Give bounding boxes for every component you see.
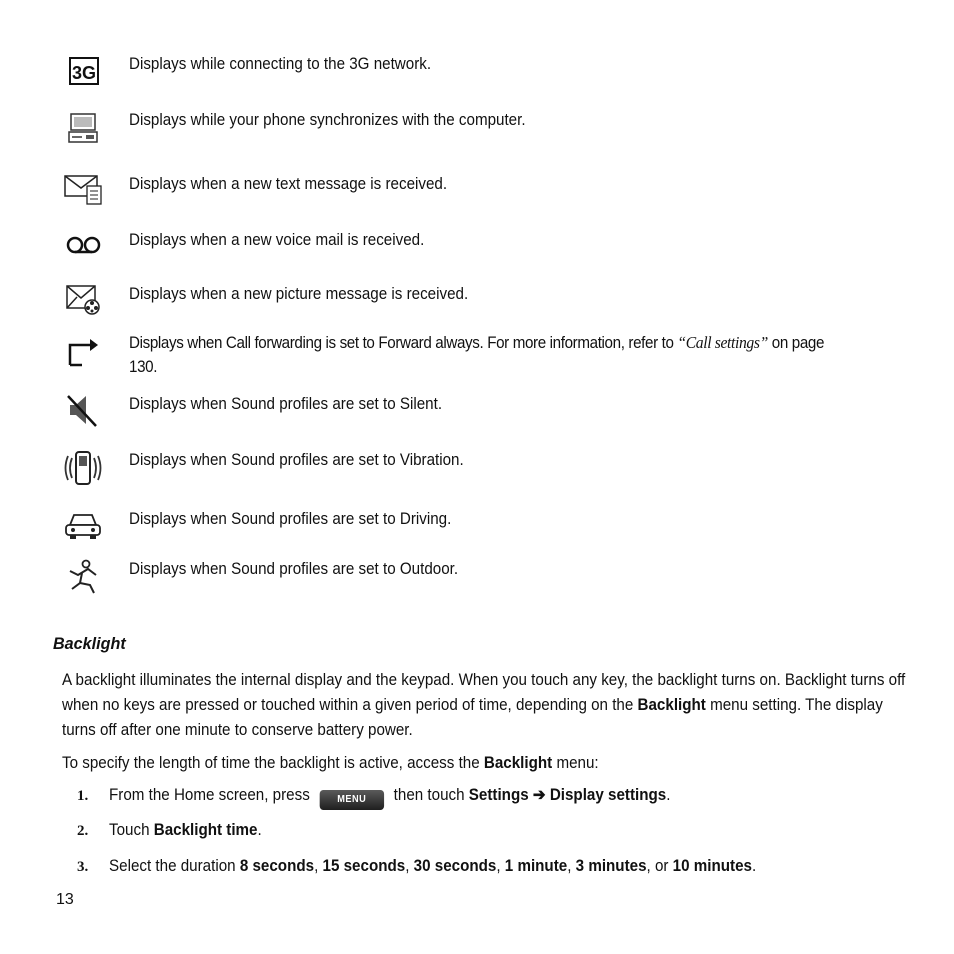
icon-description bbox=[129, 331, 856, 379]
icon-description: Displays when a new text message is received. bbox=[129, 175, 448, 193]
step-text bbox=[109, 783, 670, 810]
icon-description: Displays when Sound profiles are set to Vibration. bbox=[129, 451, 464, 469]
step-text-part: then touch bbox=[389, 786, 469, 804]
outdoor-person-icon bbox=[62, 559, 104, 595]
paragraph-text: To specify the length of time the backlight is active, access the bbox=[62, 754, 484, 772]
icon-description: Displays when Sound profiles are set to Driving. bbox=[129, 510, 452, 528]
paragraph-text: menu setting. The display turns off after one minute to conserve battery power. bbox=[62, 696, 883, 739]
menu-option: Backlight time bbox=[153, 821, 258, 839]
icon-description: Displays while your phone synchronizes with the computer. bbox=[129, 111, 526, 129]
call-settings-link[interactable]: “Call settings” bbox=[677, 333, 768, 352]
silent-icon bbox=[62, 392, 104, 428]
step-text: Select the duration 8 seconds, 15 seconds, 30 seconds, 1 minute, 3 minutes, or 10 minutes. bbox=[109, 857, 757, 875]
voicemail-icon bbox=[62, 228, 104, 264]
computer-sync-icon bbox=[62, 110, 104, 146]
description-text: Displays when Call forwarding is set to Forward always. For more information, refer to bbox=[129, 334, 678, 352]
icon-description: Displays when a new picture message is received. bbox=[129, 285, 469, 303]
duration-option: 30 seconds bbox=[413, 857, 497, 875]
step-number: 1. bbox=[77, 788, 89, 804]
duration-option: 8 seconds bbox=[239, 857, 315, 875]
step-text-part: . bbox=[666, 786, 671, 804]
icon-description: Displays while connecting to the 3G network. bbox=[129, 55, 432, 73]
step-text-part: From the Home screen, press bbox=[109, 786, 315, 804]
paragraph-text: A backlight illuminates the internal display and the keypad. When you touch any key, the backlight turns on. Backlight turns off when no keys are pressed or touched within a given period of time, depending on the bbox=[62, 671, 906, 714]
paragraph-text: menu: bbox=[552, 754, 599, 772]
text-message-icon bbox=[62, 172, 104, 208]
duration-option: 3 minutes bbox=[575, 857, 647, 875]
svg-text:3G: 3G bbox=[71, 63, 97, 83]
description-text: on page 130. bbox=[129, 334, 825, 376]
paragraph bbox=[62, 668, 913, 743]
menu-path: Settings ➔ Display settings bbox=[468, 786, 667, 804]
3g-network-icon bbox=[62, 54, 104, 90]
icon-description: Displays when Sound profiles are set to Outdoor. bbox=[129, 560, 459, 578]
icon-description: Displays when a new voice mail is received. bbox=[129, 231, 425, 249]
step-text-part: . bbox=[257, 821, 262, 839]
duration-option: 1 minute bbox=[504, 857, 568, 875]
duration-option: 15 seconds bbox=[322, 857, 406, 875]
step-text-part: . bbox=[751, 857, 757, 875]
duration-option: 10 minutes bbox=[672, 857, 752, 875]
paragraph bbox=[62, 751, 913, 776]
menu-setting-name: Backlight bbox=[483, 754, 553, 772]
step-text-part: Touch bbox=[109, 821, 154, 839]
menu-setting-name: Backlight bbox=[637, 696, 706, 714]
step-number: 2. bbox=[77, 823, 89, 839]
call-forward-icon bbox=[62, 333, 104, 369]
page-number: 13 bbox=[56, 891, 74, 908]
menu-key-button[interactable]: MENU bbox=[320, 790, 384, 810]
icon-description: Displays when Sound profiles are set to Silent. bbox=[129, 395, 443, 413]
driving-car-icon bbox=[62, 507, 104, 543]
step-text-part: Select the duration bbox=[109, 857, 240, 875]
section-heading: Backlight bbox=[53, 634, 126, 653]
step-text-part: , or bbox=[646, 857, 673, 875]
vibration-icon bbox=[62, 450, 104, 486]
picture-message-icon bbox=[62, 282, 104, 318]
step-text bbox=[109, 818, 262, 842]
step-number: 3. bbox=[77, 859, 89, 875]
